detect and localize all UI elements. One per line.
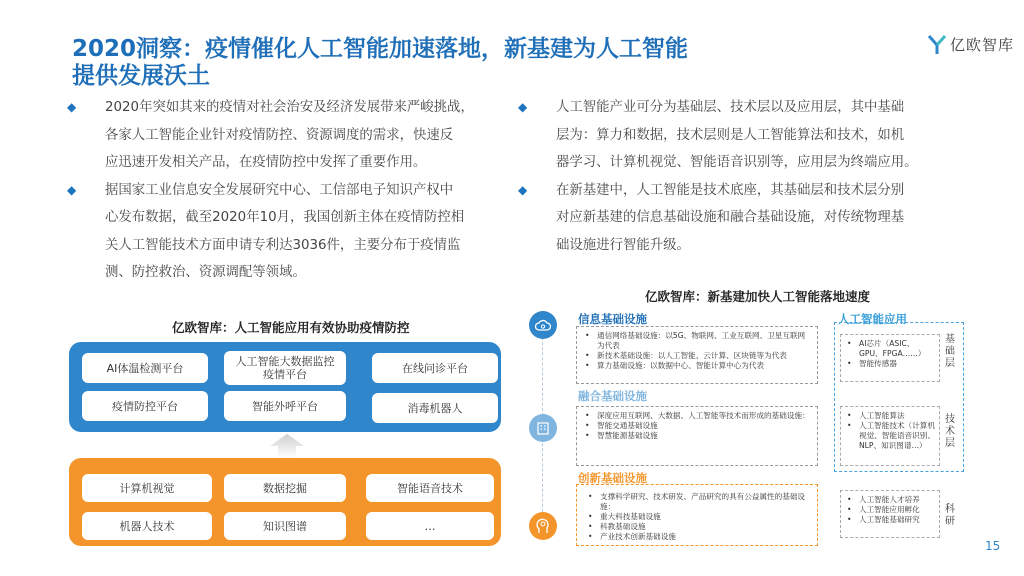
bullet-line: 心发布数据，截至2020年10月，我国创新主体在疫情防控相 bbox=[105, 210, 465, 225]
bullet-item bbox=[516, 177, 966, 260]
section-label-innovation: 创新基础设施 bbox=[578, 471, 647, 485]
app-box: 消毒机器人 bbox=[372, 393, 498, 423]
app-box: AI体温检测平台 bbox=[82, 353, 208, 383]
section-item: • 智慧能源基础设施 bbox=[583, 431, 811, 441]
brain-head-icon bbox=[529, 512, 557, 540]
page-number: 15 bbox=[985, 539, 1001, 553]
bullet-item bbox=[516, 94, 966, 177]
logo-text: 亿欧智库 bbox=[950, 36, 1015, 54]
left-chart-title: 亿欧智库：人工智能应用有效协助疫情防控 bbox=[172, 320, 410, 335]
building-icon bbox=[529, 414, 557, 442]
bullet-line: 测、防控救治、资源调配等领域。 bbox=[105, 265, 306, 280]
section-item: • 科教基础设施 bbox=[586, 522, 808, 532]
bullets-left bbox=[65, 94, 515, 287]
ai-item: • 人工智能人才培养 bbox=[845, 495, 935, 505]
diamond-bullet-icon: ◆ bbox=[518, 182, 528, 197]
bullet-line: 各家人工智能企业针对疫情防控、资源调度的需求，快速反 bbox=[105, 127, 454, 143]
section-item: • 算力基础设施：以数据中心、智能计算中心为代表 bbox=[583, 361, 811, 371]
side-label-research: 科研 bbox=[945, 504, 955, 527]
tech-box: 计算机视觉 bbox=[82, 474, 212, 502]
ai-item: • AI芯片（ASIC、GPU、FPGA……） bbox=[845, 339, 935, 359]
ai-application-label: 人工智能应用 bbox=[838, 312, 907, 326]
tech-box: … bbox=[366, 512, 494, 540]
section-item: • 智能交通基础设施 bbox=[583, 421, 811, 431]
app-box: 人工智能大数据监控疫情平台 bbox=[224, 351, 346, 385]
foundation-box bbox=[840, 334, 940, 382]
logo-icon bbox=[928, 35, 946, 55]
bullet-line: 关人工智能技术方面申请专利达3036件，主要分布于疫情监 bbox=[105, 237, 461, 253]
section-item: • 深度应用互联网、大数据、人工智能等技术而形成的基础设施： bbox=[583, 411, 811, 421]
side-label-technology: 技术层 bbox=[945, 414, 955, 449]
section-item: • 重大科技基础设施 bbox=[586, 512, 808, 522]
bullet-line: 础设施进行智能升级。 bbox=[556, 237, 690, 253]
ai-item: • 人工智能技术（计算机视觉、智能语音识别、NLP、知识图谱…） bbox=[845, 421, 935, 451]
bullets-right bbox=[516, 94, 966, 259]
diamond-bullet-icon: ◆ bbox=[518, 100, 528, 114]
title-line-2: 提供发展沃土 bbox=[72, 63, 210, 89]
section-item: • 新技术基础设施：以人工智能、云计算、区块链等为代表 bbox=[583, 351, 811, 361]
app-box: 疫情防控平台 bbox=[82, 391, 208, 421]
title-line-1: 2020洞察：疫情催化人工智能加速落地，新基建为人工智能 bbox=[72, 36, 689, 62]
bullet-line: 2020年突如其来的疫情对社会治安及经济发展带来严峻挑战， bbox=[105, 100, 474, 115]
cloud-icon bbox=[529, 311, 557, 339]
section-box-innovation bbox=[580, 488, 814, 542]
app-box: 在线问诊平台 bbox=[372, 353, 498, 383]
bullet-line: 层为：算力和数据，技术层则是人工智能算法和技术，如机 bbox=[556, 127, 905, 143]
bullet-line: 据国家工业信息安全发展研究中心、工信部电子知识产权中 bbox=[105, 182, 454, 198]
page-title bbox=[72, 36, 812, 90]
ai-item: • 人工智能应用孵化 bbox=[845, 505, 935, 515]
tech-box: 机器人技术 bbox=[82, 512, 212, 540]
section-box-info bbox=[576, 326, 818, 384]
diamond-bullet-icon: ◆ bbox=[67, 100, 77, 114]
section-item: • 产业技术创新基础设施 bbox=[586, 532, 808, 542]
ai-item: • 智能传感器 bbox=[845, 359, 935, 369]
tech-box: 智能语音技术 bbox=[366, 474, 494, 502]
tech-box: 数据挖掘 bbox=[224, 474, 346, 502]
app-box: 智能外呼平台 bbox=[224, 391, 346, 421]
section-label-info: 信息基础设施 bbox=[578, 312, 647, 326]
right-chart-title: 亿欧智库：新基建加快人工智能落地速度 bbox=[645, 289, 871, 304]
section-item: • 支撑科学研究、技术研发、产品研究的具有公益属性的基础设施： bbox=[586, 492, 808, 512]
diamond-bullet-icon: ◆ bbox=[67, 182, 77, 197]
bullet-item bbox=[65, 94, 515, 177]
bullet-line: 对应新基建的信息基础设施和融合基础设施，对传统物理基 bbox=[556, 210, 905, 225]
ai-item: • 人工智能算法 bbox=[845, 411, 935, 421]
ai-item: • 人工智能基础研究 bbox=[845, 515, 935, 525]
bullet-item bbox=[65, 177, 515, 287]
section-item: • 通信网络基础设施：以5G、物联网、工业互联网、卫星互联网为代表 bbox=[583, 331, 811, 351]
research-box bbox=[840, 490, 940, 538]
logo bbox=[928, 34, 1014, 55]
tech-box: 知识图谱 bbox=[224, 512, 346, 540]
technology-box bbox=[840, 406, 940, 466]
bullet-line: 人工智能产业可分为基础层、技术层以及应用层，其中基础 bbox=[556, 100, 905, 115]
bullet-line: 应迅速开发相关产品，在疫情防控中发挥了重要作用。 bbox=[105, 155, 427, 170]
section-label-fusion: 融合基础设施 bbox=[578, 389, 647, 403]
bullet-line: 器学习、计算机视觉、智能语音识别等，应用层为终端应用。 bbox=[556, 155, 918, 170]
bullet-line: 在新基建中，人工智能是技术底座，其基础层和技术层分别 bbox=[556, 182, 905, 198]
section-box-fusion bbox=[576, 406, 818, 466]
side-label-foundation: 基础层 bbox=[945, 334, 955, 369]
